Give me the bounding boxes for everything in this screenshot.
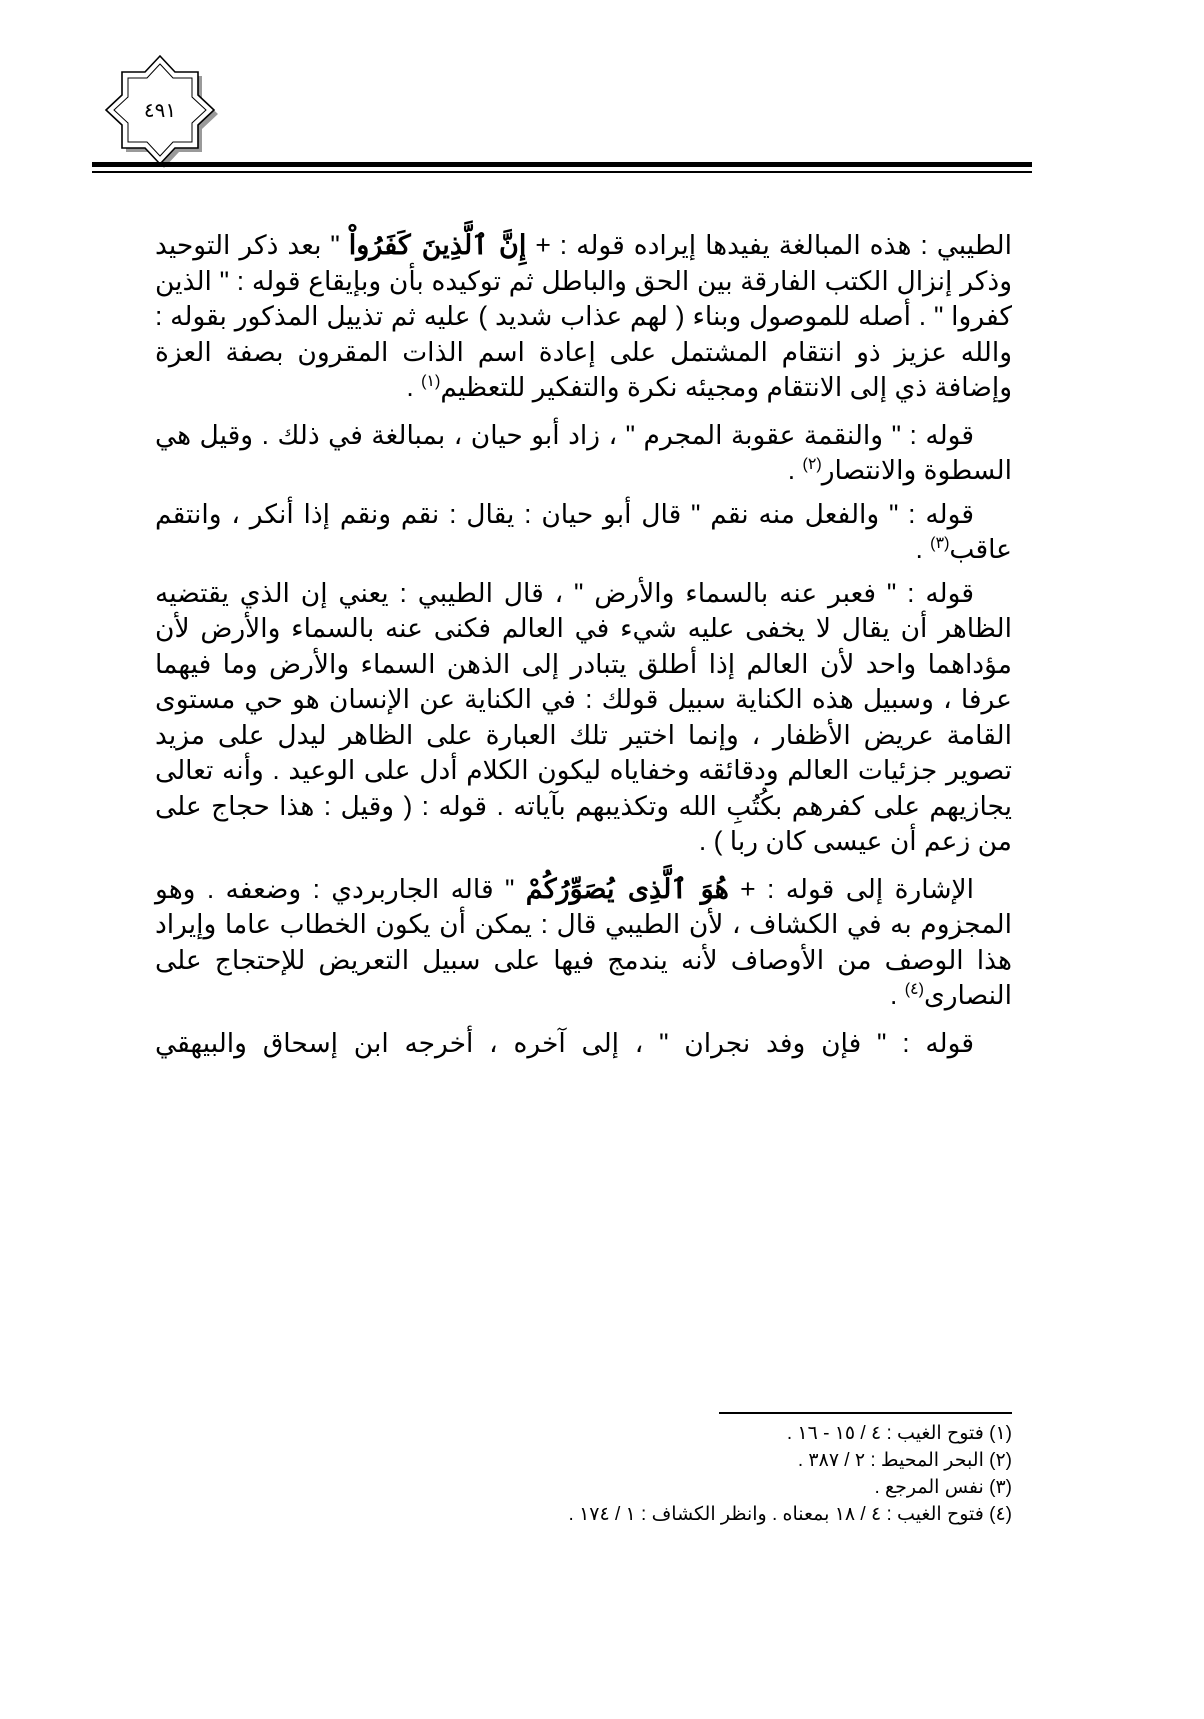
page-number-badge: [94, 44, 226, 176]
paragraph-4: قوله : " فعبر عنه بالسماء والأرض " ، قال الطيبي : يعني إن الذي يقتضيه الظاهر أن يقال لا يخفى عليه شيء في العالم فكنى عنه بالسماء والأرض لأن مؤداهما واحد لأن العالم إذا أطلق يتبادر إلى الذهن السماء والأرض وما فيهما عرفا ، وسبيل هذه الكناية سبيل قولك : في الكناية عن الإنسان هو حي مستوى القامة عريض الأظفار ، وإنما اختير تلك العبارة على الظاهر ليدل على مزيد تصوير جزئيات العالم ودقائقه وخفاياه ليكون الكلام أدل على الوعيد . وأنه تعالى يجازيهم على كفرهم بكُتُبِ الله وتكذيبهم بآياته . قوله : ( وقيل : هذا حجاج على من زعم أن عيسى كان ربا ) .: [155, 577, 1012, 856]
paragraph-5: الإشارة إلى قوله : + هُوَ ٱلَّذِى يُصَوِّرُكُمْ " قاله الجاربردي : وضعفه . وهو المجزوم به في الكشاف ، لأن الطيبي قال : يمكن أن يكون الخطاب عاما وإيراد هذا الوصف من الأوصاف لأنه يندمج فيها على سبيل التعريض للإحتجاج على النصارى$^{(٤)}$ .: [155, 873, 1012, 1010]
body-text: [155, 228, 1012, 1073]
quran-verse: هُوَ ٱلَّذِى يُصَوِّرُكُمْ: [525, 873, 729, 905]
header-rule-thick: [92, 162, 1032, 167]
footnote-ref: (٣): [930, 535, 950, 553]
paragraph-1: الطيبي : هذه المبالغة يفيدها إيراده قوله : + إِنَّ ٱلَّذِينَ كَفَرُواْ " بعد ذكر التوحيد وذكر إنزال الكتب الفارقة بين الحق والباطل ثم توكيده بأن وبإيقاع قوله : " الذين كفروا " . أصله للموصول وبناء ( لهم عذاب شديد ) عليه ثم تذييل المذكور بقوله : والله عزيز ذو انتقام المشتمل على إعادة اسم الذات المقرون بصفة العزة وإضافة ذي إلى الانتقام ومجيئه نكرة والتفكير للتعظيم$^{(١)}$ .: [155, 230, 1012, 402]
header-rule-thin: [92, 171, 1032, 173]
quran-verse: إِنَّ ٱلَّذِينَ كَفَرُواْ: [348, 230, 527, 261]
paragraph-2: قوله : " والنقمة عقوبة المجرم " ، زاد أبو حيان ، بمبالغة في ذلك . وقيل هي السطوة والانتصار$^{(٢)}$ .: [155, 419, 1012, 485]
footnote-separator: [719, 1412, 1012, 1414]
footnote-ref: (٢): [802, 456, 822, 474]
footnote-2: (٢) البحر المحيط : ٢ / ٣٨٧ .: [797, 1450, 1012, 1471]
footnote-3: (٣) نفس المرجع .: [874, 1477, 1012, 1498]
paragraph-3: قوله : " والفعل منه نقم " قال أبو حيان : يقال : نقم ونقم إذا أنكر ، وانتقم عاقب$^{(٣)}$ .: [155, 498, 1012, 564]
footnote-ref: (١): [421, 373, 441, 391]
footnote-ref: (٤): [904, 981, 924, 999]
paragraph-6: قوله : " فإن وفد نجران " ، إلى آخره ، أخرجه ابن إسحاق والبيهقي: [155, 1027, 974, 1058]
footnote-4: (٤) فتوح الغيب : ٤ / ١٨ بمعناه . وانظر الكشاف : ١ / ١٧٤ .: [568, 1504, 1012, 1525]
footnote-1: (١) فتوح الغيب : ٤ / ١٥ - ١٦ .: [786, 1423, 1012, 1444]
footnotes: [300, 1420, 1012, 1528]
page-number: ٤٩١: [143, 98, 177, 122]
